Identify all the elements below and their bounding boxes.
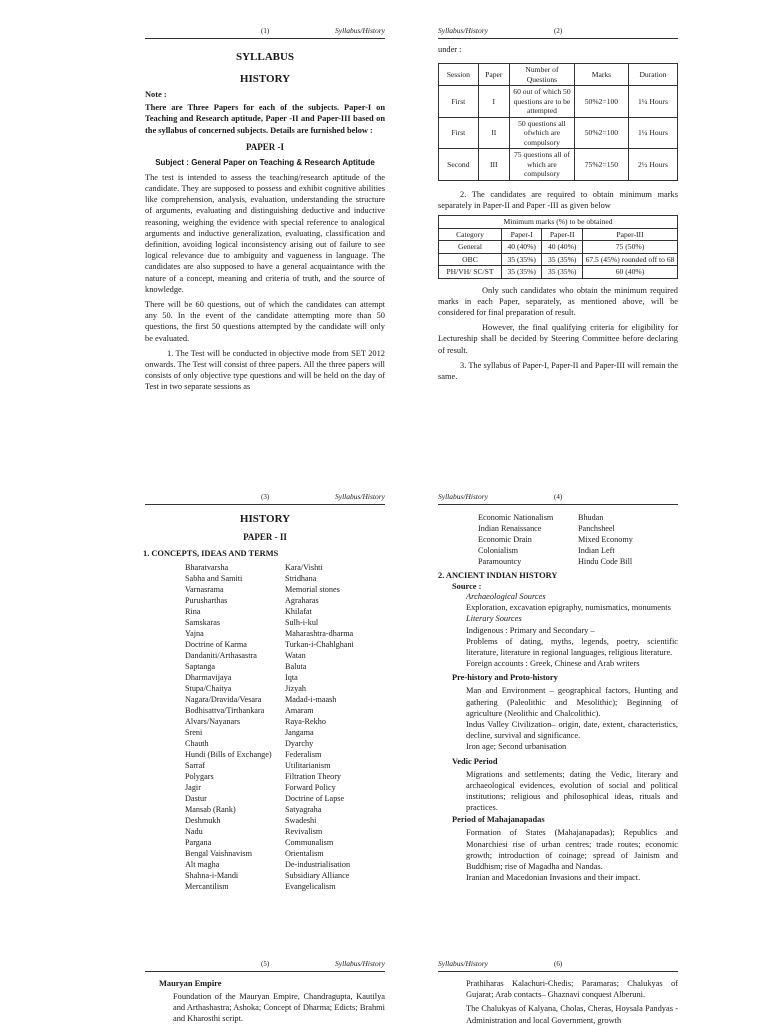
terms-list-continued [478, 512, 678, 567]
list-item: Doctrine of Karma [185, 640, 247, 649]
list-item: De-industrialisation [285, 860, 351, 869]
page-number: (4) [554, 493, 563, 501]
source-heading: Source : [452, 582, 482, 591]
list-item: Khilafat [285, 607, 312, 616]
list-item: Jizyah [285, 684, 306, 693]
list-item: Chauth [185, 739, 209, 748]
list-item: Mercantilism [185, 882, 229, 891]
table-cell: 75 questions all of which are compulsory [509, 149, 574, 181]
list-item: Swadeshi [285, 816, 317, 825]
list-item: Purusharthas [185, 596, 228, 605]
list-item: Evangelicalism [285, 882, 336, 891]
list-item: Federalism [285, 750, 322, 759]
list-item: Sreni [185, 728, 203, 737]
list-item: Sarraf [185, 761, 206, 770]
list-item: Doctrine of Lapse [285, 794, 345, 803]
list-item: Economic Nationalism [478, 513, 554, 522]
list-item: Orientalism [285, 849, 324, 858]
list-item: Deshmukh [185, 816, 221, 825]
table-cell: First [439, 86, 479, 118]
list-item: Communalism [285, 838, 334, 847]
list-item: Dandaniti/Arthasastra [185, 651, 257, 660]
questions-paragraph: There will be 60 questions, out of which the candidates can attempt any 50. In the event of the candidate attempting more than 50 questions, the first 50 questions attempted by the candidate will only be evaluated. [145, 300, 385, 343]
vedic-text: Migrations and settlements; dating the Vedic, literary and archaeological evidences, evolution of social and political institutions; religious and philosophical ideas, rituals and practices. [466, 769, 678, 813]
terms-column-2 [285, 562, 385, 892]
table-cell: 40 (40%) [501, 241, 542, 254]
mauryan-text: Foundation of the Mauryan Empire, Chandragupta, Kautilya and Arthashastra; Ashoka; Concept of Dharma; Edicts; Brahmi and Kharosthi script. [173, 992, 385, 1024]
list-item: Saptanga [185, 662, 216, 671]
running-title: Syllabus/History [335, 959, 385, 968]
intro-paragraph: The test is intended to assess the teaching/research aptitude of the candidate. They are supposed to possess and exhibit cognitive abilities like comprehension, analysis, evaluation, understanding the structure of arguments, evaluating and distinguishing deductive and inductive reasoning, weighing the evidence with special reference to analogical arguments and inductive generalization, evaluating, classification and definition, avoiding logical inconsistency arising out of failure to see logical relevance due to ambiguity and vagueness in language. The candidates are also supposed to have a general acquaintance with the nature of a concept, meaning and criteria of truth, and the source of knowledge. [145, 172, 385, 294]
list-item: Pargana [185, 838, 212, 847]
table-row [439, 149, 678, 181]
table-cell: 1¼ Hours [628, 117, 677, 149]
page-1 [145, 24, 385, 393]
southern-text: The Chalukyas of Kalyana, Cholas, Cheras, Hoysala Pandyas - Administration and local Government, growth [466, 1004, 678, 1025]
list-item: Satyagraha [285, 805, 322, 814]
only-such-paragraph: Only such candidates who obtain the minimum required marks in each Paper, separately, as mentioned above, will be considered for final preparation of result. [438, 285, 678, 318]
table-cell: 60 out of which 50 questions are to be attempted [509, 86, 574, 118]
running-title: Syllabus/History [335, 26, 385, 35]
table-header: Paper-I [501, 228, 542, 241]
page-header [145, 957, 385, 972]
list-item: Yajna [185, 629, 204, 638]
literary-text-1: Indigenous : Primary and Secondary – [466, 625, 595, 635]
list-item: Samskaras [185, 618, 221, 627]
table-caption: Minimum marks (%) to be obtained [439, 216, 678, 229]
list-item: Kara/Vishti [285, 563, 323, 572]
table-cell: III [478, 149, 509, 181]
list-item: Subsidiary Alliance [285, 871, 350, 880]
page-header [438, 490, 678, 505]
syllabus-same-paragraph: 3. The syllabus of Paper-I, Paper-II and Paper-III will remain the same. [438, 360, 678, 382]
however-paragraph: However, the final qualifying criteria for eligibility for Lectureship shall be decided by Steering Committee before declaring of result. [438, 323, 678, 355]
archaeological-heading: Archaeological Sources [466, 592, 546, 601]
table-cell: I [478, 86, 509, 118]
list-item: Indian Left [578, 546, 615, 555]
table-cell: First [439, 117, 479, 149]
table-row [439, 117, 678, 149]
list-item: Economic Drain [478, 535, 532, 544]
list-item: Maharashtra-dharma [285, 629, 354, 638]
list-item: Mansab (Rank) [185, 805, 236, 814]
history-title: HISTORY [239, 513, 291, 525]
page-5 [145, 957, 385, 1025]
table-header: Marks [574, 64, 628, 86]
minimum-marks-table [438, 215, 678, 279]
prehistory-text-3: Iron age; Second urbanisation [466, 742, 567, 752]
page-header [145, 24, 385, 39]
running-title: Syllabus/History [438, 492, 488, 501]
list-item: Madad-i-maash [285, 695, 337, 704]
prehistory-heading: Pre-history and Proto-history [452, 673, 558, 683]
list-item: Watan [285, 651, 306, 660]
list-item: Iqta [285, 673, 298, 682]
history-title: HISTORY [239, 73, 291, 85]
page-3 [145, 490, 385, 892]
concepts-heading: 1. CONCEPTS, IDEAS AND TERMS [143, 549, 279, 558]
prehistory-text-1: Man and Environment – geographical factors, Hunting and gathering (Paleolithic and Mesolithic); Beginning of agriculture (Neolithic and Chalcolithic). [466, 686, 678, 718]
page-number: (5) [261, 960, 270, 968]
syllabus-title: SYLLABUS [235, 51, 295, 63]
list-item: Mixed Economy [578, 535, 633, 544]
table-cell: 1¼ Hours [628, 86, 677, 118]
table-row [439, 86, 678, 118]
table-cell: General [439, 241, 502, 254]
table-row [439, 253, 678, 266]
page-number: (3) [261, 493, 270, 501]
table-header: Duration [628, 64, 677, 86]
literary-heading: Literary Sources [466, 614, 522, 624]
requirement-paragraph: 2. The candidates are required to obtain minimum marks separately in Paper-II and Paper -III as given below [438, 189, 678, 210]
table-header: Category [439, 228, 502, 241]
table-cell: 50%2=100 [574, 117, 628, 149]
mode-paragraph: 1. The Test will be conducted in objective mode from SET 2012 onwards. The Test will consist of three papers. All the three papers will consists of only objective type questions and will be held on the day of Test in two separate sessions as [145, 348, 385, 392]
list-item: Memorial stones [285, 585, 340, 594]
terms-column-2 [578, 512, 678, 567]
list-item: Alvars/Nayanars [185, 717, 241, 726]
list-item: Bengal Vaishnavism [185, 849, 252, 858]
list-item: Raya-Rekho [285, 717, 326, 726]
table-cell: 50 questions all ofwhich are compulsory [509, 117, 574, 149]
note-label: Note : [145, 90, 167, 99]
rajput-text: Prathiharas Kalachuri-Chedis; Paramaras; Chalukyas of Gujarat; Arab contacts– Ghaznavi conquest Alberuni. [466, 979, 678, 1000]
table-cell: OBC [439, 253, 502, 266]
list-item: Jagir [185, 783, 201, 792]
list-item: Hundi (Bills of Exchange) [185, 750, 272, 759]
list-item: Nadu [185, 827, 203, 836]
list-item: Dharmavijaya [185, 673, 232, 682]
table-cell: II [478, 117, 509, 149]
list-item: Paramountcy [478, 557, 522, 566]
list-item: Dastur [185, 794, 207, 803]
page-number: (6) [554, 960, 563, 968]
page-number: (1) [261, 27, 270, 35]
table-cell: 35 (35%) [501, 266, 542, 279]
ancient-history-heading: 2. ANCIENT INDIAN HISTORY [438, 571, 558, 580]
table-header: Paper-III [583, 228, 678, 241]
list-item: Utilitarianism [285, 761, 331, 770]
page-number: (2) [554, 27, 563, 35]
page-header [438, 957, 678, 972]
list-item: Stupa/Chaitya [185, 684, 232, 693]
page-header [438, 24, 678, 39]
list-item: Shahna-i-Mandi [185, 871, 239, 880]
table-cell: 35 (35%) [542, 253, 583, 266]
list-item: Sabha and Samiti [185, 574, 243, 583]
list-item: Forward Policy [285, 783, 336, 792]
list-item: Stridhana [285, 574, 317, 583]
table-cell: 35 (35%) [501, 253, 542, 266]
list-item: Turkan-i-Chahlghani [285, 640, 354, 649]
mahajanapadas-text-1: Formation of States (Mahajanapadas); Republics and Monarchiesi rise of urban centres; trade routes; economic growth; introduction of coinage; spread of Jainism and Buddhism; rise of Magadha and Nandas. [466, 828, 678, 872]
note-text: There are Three Papers for each of the subjects. Paper-I on Teaching and Research aptitude, Paper -II and Paper-III based on the syllabus of concerned subjects. Details are furnished below : [145, 103, 385, 135]
list-item: Agraharas [285, 596, 319, 605]
mahajanapadas-text-2: Iranian and Macedonian Invasions and their impact. [466, 873, 641, 883]
table-cell: 2½ Hours [628, 149, 677, 181]
list-item: Polygars [185, 772, 214, 781]
list-item: Indian Renaissance [478, 524, 542, 533]
session-table [438, 63, 678, 181]
mauryan-heading: Mauryan Empire [159, 979, 222, 988]
terms-column-1 [185, 562, 285, 892]
table-cell: 67.5 (45%) rounded off to 68 [583, 253, 678, 266]
list-item: Jangama [285, 728, 314, 737]
table-row [439, 266, 678, 279]
table-header: Paper [478, 64, 509, 86]
table-row [439, 241, 678, 254]
list-item: Nagara/Dravida/Vesara [185, 695, 262, 704]
archaeological-text: Exploration, excavation epigraphy, numismatics, monuments [466, 603, 671, 613]
table-cell: 40 (40%) [542, 241, 583, 254]
table-cell: 75%2=150 [574, 149, 628, 181]
page-header [145, 490, 385, 505]
running-title: Syllabus/History [335, 492, 385, 501]
list-item: Bhudan [578, 513, 604, 522]
under-text: under : [438, 45, 462, 54]
list-item: Bharatvarsha [185, 563, 229, 572]
running-title: Syllabus/History [438, 26, 488, 35]
list-item: Hindu Code Bill [578, 557, 633, 566]
table-cell: Second [439, 149, 479, 181]
mahajanapadas-heading: Period of Mahajanapadas [452, 815, 545, 825]
table-header: Session [439, 64, 479, 86]
prehistory-text-2: Indus Valley Civilization– origin, date, extent, characteristics, decline, survival and significance. [466, 720, 678, 741]
list-item: Rina [185, 607, 201, 616]
table-cell: 75 (50%) [583, 241, 678, 254]
table-cell: PH/VH/ SC/ST [439, 266, 502, 279]
list-item: Alt magha [185, 860, 220, 869]
table-header: Number of Questions [509, 64, 574, 86]
list-item: Bodhisattva/Tirthankara [185, 706, 265, 715]
list-item: Baluta [285, 662, 307, 671]
paper-2-heading: PAPER - II [243, 532, 287, 542]
list-item: Revivalism [285, 827, 323, 836]
literary-text-3: Foreign accounts : Greek, Chinese and Arab writers [466, 659, 640, 669]
list-item: Dyarchy [285, 739, 314, 748]
literary-text-2: Problems of dating, myths, legends, poetry, scientific literature, literature in regional languages, religious literature. [466, 636, 678, 658]
table-cell: 60 (40%) [583, 266, 678, 279]
list-item: Colonialism [478, 546, 519, 555]
paper-1-heading: PAPER -I [245, 141, 285, 152]
list-item: Varnasrama [185, 585, 224, 594]
vedic-heading: Vedic Period [452, 756, 498, 766]
list-item: Panchsheel [578, 524, 615, 533]
subject-heading: Subject : General Paper on Teaching & Research Aptitude [155, 157, 375, 167]
terms-column-1 [478, 512, 578, 567]
page-4 [438, 490, 678, 883]
page-2 [438, 24, 678, 382]
list-item: Amaram [285, 706, 314, 715]
terms-list [185, 562, 385, 892]
running-title: Syllabus/History [438, 959, 488, 968]
table-cell: 50%2=100 [574, 86, 628, 118]
list-item: Filtration Theory [285, 772, 342, 781]
table-header: Paper-II [542, 228, 583, 241]
list-item: Sulh-i-kul [285, 618, 319, 627]
table-cell: 35 (35%) [542, 266, 583, 279]
page-6 [438, 957, 678, 1026]
